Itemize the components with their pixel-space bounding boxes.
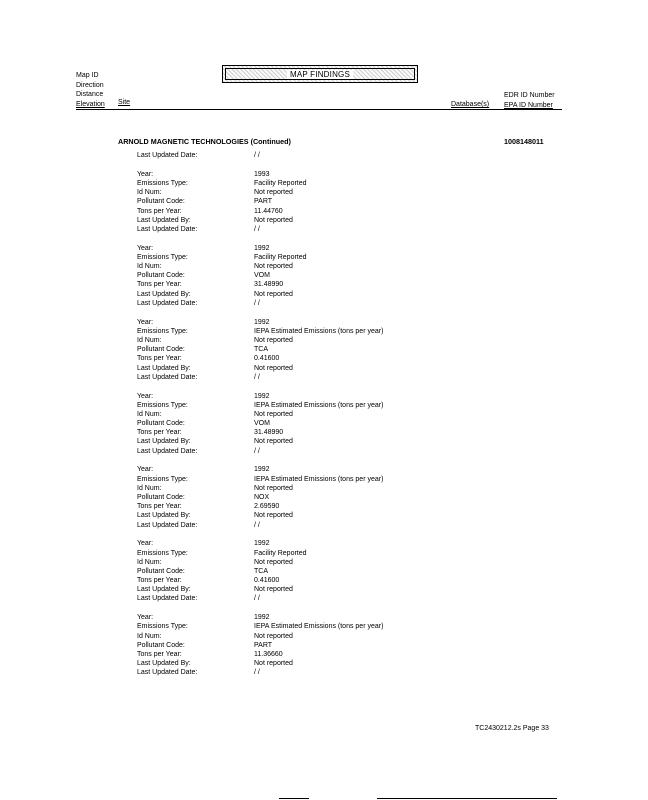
- record-row: [137, 179, 467, 188]
- record-row: [137, 428, 467, 437]
- field-value: Not reported: [254, 660, 293, 668]
- record-row: [137, 225, 467, 234]
- record-spacer: [137, 308, 467, 318]
- record-row: [137, 447, 467, 456]
- record-row: [137, 567, 467, 576]
- field-label: Pollutant Code:: [137, 272, 185, 280]
- record-row: [137, 401, 467, 410]
- field-label: Last Updated Date:: [137, 152, 198, 159]
- record-spacer: [137, 604, 467, 614]
- record-row: [137, 585, 467, 594]
- field-value: / /: [254, 447, 260, 455]
- field-value: 1992: [254, 318, 270, 326]
- emission-record: [137, 539, 467, 603]
- field-label: Id Num:: [137, 632, 162, 640]
- field-value: 31.48990: [254, 281, 284, 289]
- record-row: [137, 318, 467, 327]
- record-row: [137, 632, 467, 641]
- emission-record: [137, 244, 467, 308]
- field-label: Last Updated By:: [137, 660, 191, 668]
- field-label: Id Num:: [137, 336, 162, 344]
- record-row: [137, 410, 467, 419]
- record-row: [137, 271, 467, 280]
- field-value: PART: [254, 641, 273, 649]
- record-row: [137, 280, 467, 289]
- field-label: Year:: [137, 244, 154, 252]
- record-row: [137, 539, 467, 548]
- field-value: / /: [254, 299, 260, 307]
- page-footer: [475, 725, 549, 732]
- field-value: 2.69590: [254, 503, 280, 511]
- field-label: Tons per Year:: [137, 503, 182, 511]
- record-row: [137, 465, 467, 474]
- record-row: [137, 622, 467, 631]
- field-value: 1992: [254, 466, 270, 474]
- field-label: Id Num:: [137, 189, 162, 197]
- record-row: [137, 197, 467, 206]
- doc-ref: TC2430212.2s: [475, 725, 521, 732]
- footer-rule-right: [377, 798, 557, 799]
- distance-label: Distance: [76, 91, 104, 98]
- field-label: Year:: [137, 170, 154, 178]
- field-label: Emissions Type:: [137, 401, 188, 409]
- map-id-label: Map ID: [76, 72, 99, 79]
- record-row: [137, 336, 467, 345]
- field-label: Pollutant Code:: [137, 346, 185, 354]
- field-label: Last Updated By:: [137, 290, 191, 298]
- field-label: Pollutant Code:: [137, 641, 185, 649]
- field-value: IEPA Estimated Emissions (tons per year): [254, 475, 384, 483]
- field-label: Last Updated By:: [137, 364, 191, 372]
- field-label: Last Updated Date:: [137, 521, 198, 529]
- field-label: Year:: [137, 318, 154, 326]
- record-row: [137, 521, 467, 530]
- emission-record: [137, 392, 467, 456]
- record-spacer: [137, 530, 467, 540]
- record-row: [137, 549, 467, 558]
- field-label: Tons per Year:: [137, 207, 182, 215]
- field-value: Not reported: [254, 484, 293, 492]
- banner-title: MAP FINDINGS: [287, 70, 353, 79]
- field-value: Not reported: [254, 410, 293, 418]
- record-row: [137, 594, 467, 603]
- field-value: 11.36660: [254, 650, 283, 658]
- field-value: 0.41600: [254, 577, 280, 585]
- field-value: NOX: [254, 493, 270, 501]
- record-row: [137, 299, 467, 308]
- field-value: IEPA Estimated Emissions (tons per year): [254, 327, 384, 335]
- emission-record: [137, 318, 467, 382]
- field-value: Facility Reported: [254, 179, 307, 187]
- record-row: [137, 253, 467, 262]
- record-row: [137, 354, 467, 363]
- record-row: [137, 373, 467, 382]
- record-row: [137, 188, 467, 197]
- field-value: / /: [254, 521, 260, 529]
- record-row: [137, 659, 467, 668]
- site-edr-id: 1008148011: [504, 137, 544, 146]
- record-spacer: [137, 160, 467, 170]
- field-value: VOM: [254, 420, 270, 428]
- epa-id-label: EPA ID Number: [504, 101, 553, 109]
- edr-id-label: EDR ID Number: [504, 92, 555, 99]
- field-value: Not reported: [254, 632, 293, 640]
- field-value: 11.44760: [254, 207, 283, 215]
- footer-rule-left: [279, 798, 309, 799]
- emissions-records: [137, 151, 467, 678]
- field-value: TCA: [254, 567, 268, 575]
- record-row: [137, 475, 467, 484]
- field-label: Emissions Type:: [137, 179, 188, 187]
- record-row: [137, 364, 467, 373]
- field-value: 31.48990: [254, 429, 284, 437]
- field-value: / /: [254, 225, 260, 233]
- record-row: [137, 345, 467, 354]
- record-row: [137, 216, 467, 225]
- record-spacer: [137, 234, 467, 244]
- field-value: Not reported: [254, 336, 293, 344]
- field-value: Not reported: [254, 512, 293, 520]
- elevation-label: Elevation: [76, 100, 105, 108]
- field-label: Emissions Type:: [137, 623, 188, 631]
- field-label: Last Updated Date:: [137, 225, 198, 233]
- field-value: Not reported: [254, 189, 293, 197]
- header-divider: [76, 109, 562, 110]
- record-list: [137, 160, 467, 677]
- field-value: Facility Reported: [254, 549, 307, 557]
- field-label: Year:: [137, 540, 154, 548]
- site-title: [118, 137, 291, 146]
- field-label: Tons per Year:: [137, 650, 182, 658]
- field-value: 1992: [254, 244, 270, 252]
- header-right-labels: [504, 91, 555, 110]
- field-label: Last Updated By:: [137, 586, 191, 594]
- field-value: Not reported: [254, 558, 293, 566]
- record-row: [137, 641, 467, 650]
- field-label: Emissions Type:: [137, 253, 188, 261]
- field-value: / /: [254, 373, 260, 381]
- field-label: Year:: [137, 392, 154, 400]
- record-row: [137, 290, 467, 299]
- record-row: [137, 502, 467, 511]
- field-label: Emissions Type:: [137, 549, 188, 557]
- field-value: 1993: [254, 170, 270, 178]
- field-value: PART: [254, 198, 273, 206]
- field-value: Not reported: [254, 438, 293, 446]
- record-row: [137, 576, 467, 585]
- record-spacer: [137, 382, 467, 392]
- record-row: [137, 484, 467, 493]
- record-row: [137, 437, 467, 446]
- record-row: [137, 493, 467, 502]
- record-row: [137, 650, 467, 659]
- record-row: [137, 244, 467, 253]
- field-label: Tons per Year:: [137, 577, 182, 585]
- page-number: Page 33: [522, 725, 549, 732]
- site-label: Site: [118, 99, 131, 106]
- field-label: Last Updated By:: [137, 216, 191, 224]
- field-label: Emissions Type:: [137, 327, 188, 335]
- record-row: [137, 419, 467, 428]
- field-label: Tons per Year:: [137, 429, 182, 437]
- field-value: Not reported: [254, 263, 293, 271]
- field-value: IEPA Estimated Emissions (tons per year): [254, 401, 384, 409]
- field-label: Year:: [137, 466, 154, 474]
- database-label: Database(s): [451, 101, 490, 108]
- field-label: Id Num:: [137, 263, 162, 271]
- record-row: [137, 668, 467, 677]
- field-value: / /: [254, 669, 260, 677]
- record-row: [137, 151, 467, 160]
- record-row: [137, 392, 467, 401]
- record-spacer: [137, 456, 467, 466]
- field-label: Last Updated Date:: [137, 447, 198, 455]
- emission-record: [137, 170, 467, 234]
- field-label: Pollutant Code:: [137, 198, 185, 206]
- field-value: 0.41600: [254, 355, 280, 363]
- field-value: Not reported: [254, 364, 293, 372]
- field-label: Last Updated Date:: [137, 373, 198, 381]
- emission-record: [137, 613, 467, 677]
- field-label: Tons per Year:: [137, 355, 182, 363]
- emission-record: [137, 465, 467, 529]
- field-label: Last Updated Date:: [137, 299, 198, 307]
- field-label: Id Num:: [137, 410, 162, 418]
- field-label: Pollutant Code:: [137, 420, 185, 428]
- header-left-labels: [76, 71, 105, 109]
- field-value: / /: [254, 152, 260, 159]
- site-name: ARNOLD MAGNETIC TECHNOLOGIES: [118, 137, 249, 146]
- field-label: Last Updated Date:: [137, 595, 198, 603]
- field-label: Last Updated By:: [137, 512, 191, 520]
- field-label: Last Updated Date:: [137, 669, 198, 677]
- field-value: IEPA Estimated Emissions (tons per year): [254, 623, 384, 631]
- field-value: VOM: [254, 272, 270, 280]
- field-value: Not reported: [254, 586, 293, 594]
- field-value: Not reported: [254, 216, 293, 224]
- field-label: Id Num:: [137, 558, 162, 566]
- continued-label: (Continued): [250, 137, 291, 146]
- record-row: [137, 511, 467, 520]
- record-row: [137, 558, 467, 567]
- record-row: [137, 262, 467, 271]
- field-label: Year:: [137, 614, 154, 622]
- record-row: [137, 170, 467, 179]
- record-row: [137, 327, 467, 336]
- field-value: TCA: [254, 346, 268, 354]
- field-label: Pollutant Code:: [137, 567, 185, 575]
- map-findings-banner: [222, 65, 418, 83]
- field-label: Last Updated By:: [137, 438, 191, 446]
- record-row: [137, 207, 467, 216]
- field-label: Pollutant Code:: [137, 493, 185, 501]
- field-value: 1992: [254, 614, 270, 622]
- field-value: 1992: [254, 540, 270, 548]
- record-row: [137, 613, 467, 622]
- field-value: / /: [254, 595, 260, 603]
- field-value: Facility Reported: [254, 253, 307, 261]
- field-value: Not reported: [254, 290, 293, 298]
- field-label: Tons per Year:: [137, 281, 182, 289]
- field-label: Id Num:: [137, 484, 162, 492]
- field-value: 1992: [254, 392, 270, 400]
- direction-label: Direction: [76, 81, 104, 89]
- field-label: Emissions Type:: [137, 475, 188, 483]
